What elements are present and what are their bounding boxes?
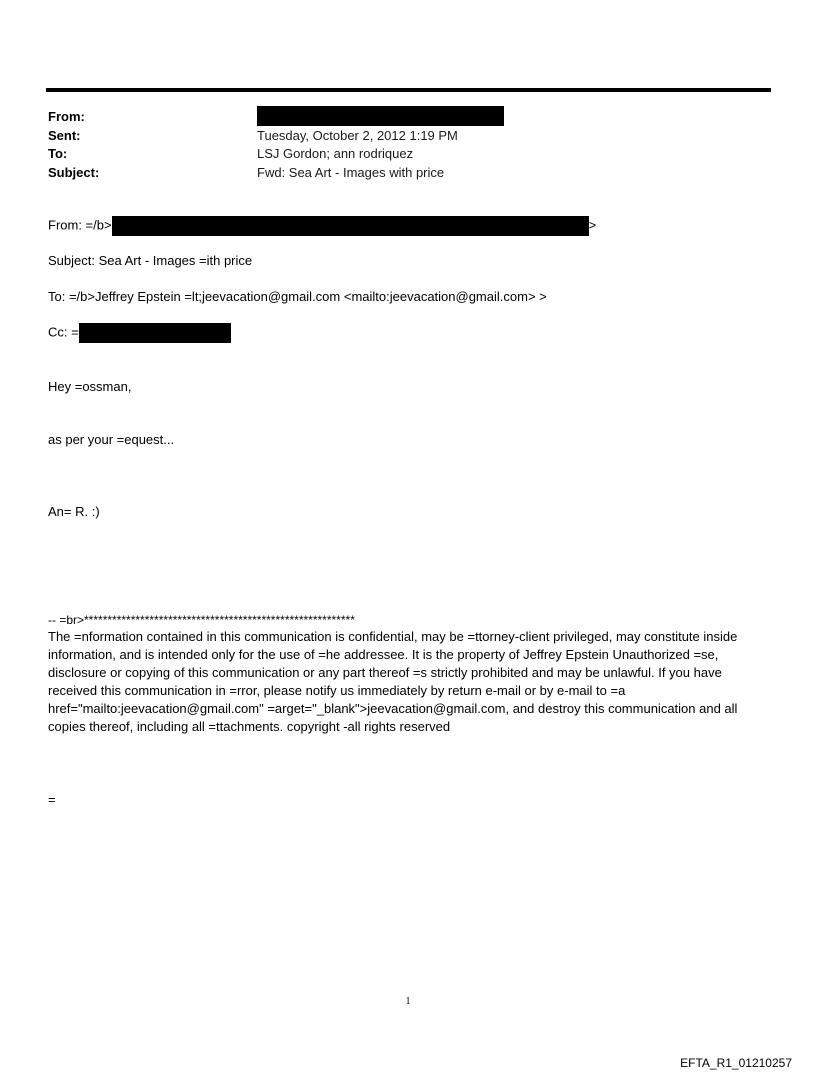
redaction-bar [112,216,589,236]
to-row [48,145,504,164]
signoff: An= R. :) [48,504,100,519]
page-number: 1 [405,996,411,1007]
redaction-bar [257,106,504,126]
header-rule [46,88,771,92]
email-header [48,108,504,182]
to-value: LSJ Gordon; ann rodriquez [257,146,414,161]
fwd-subject-line: Subject: Sea Art - Images =ith price [48,253,253,268]
from-row [48,108,504,127]
request-line: as per your =equest... [48,432,175,447]
sent-label: Sent: [48,127,81,143]
to-label: To: [48,146,68,161]
fwd-from-prefix: From: =/b> [48,217,112,233]
sent-row [48,127,504,146]
fwd-to-line: To: =/b>Jeffrey Epstein =lt;jeevacation@gmail.com <mailto:jeevacation@gmail.com> > [48,289,547,304]
separator-line: -- =br>********************************************************** [48,613,355,627]
sent-value: Tuesday, October 2, 2012 1:19 PM [257,127,458,143]
fwd-cc-prefix: Cc: = [48,324,79,340]
fwd-cc-line [48,323,231,343]
trailing-equals: = [48,792,56,807]
fwd-from-line [48,216,596,236]
bates-number: EFTA_R1_01210257 [680,1056,792,1070]
from-label: From: [48,109,85,124]
subject-value: Fwd: Sea Art - Images with price [257,164,445,180]
from-value [257,108,504,127]
subject-row [48,164,504,183]
subject-label: Subject: [48,164,100,180]
disclaimer-paragraph: The =nformation contained in this communication is confidential, may be =ttorney-client privileged, may constitute inside information, and is intended only for the use of =he addressee. It is the property of Jeffrey Epstein Unauthorized =se, disclosure or copying of this communication or any part thereof =s strictly prohibited and may be unlawful. If you have received this communication in =rror, please notify us immediately by return e-mail or by e-mail to =a href="mailto:jeevacation@gmail.com" =arget="_blank">jeevacation@gmail.com, and destroy this communication and all copies thereof, including all =ttachments. copyright -all rights reserved [48,629,738,734]
fwd-from-suffix: > [588,217,597,233]
greeting: Hey =ossman, [48,379,132,394]
redaction-bar [79,323,231,343]
